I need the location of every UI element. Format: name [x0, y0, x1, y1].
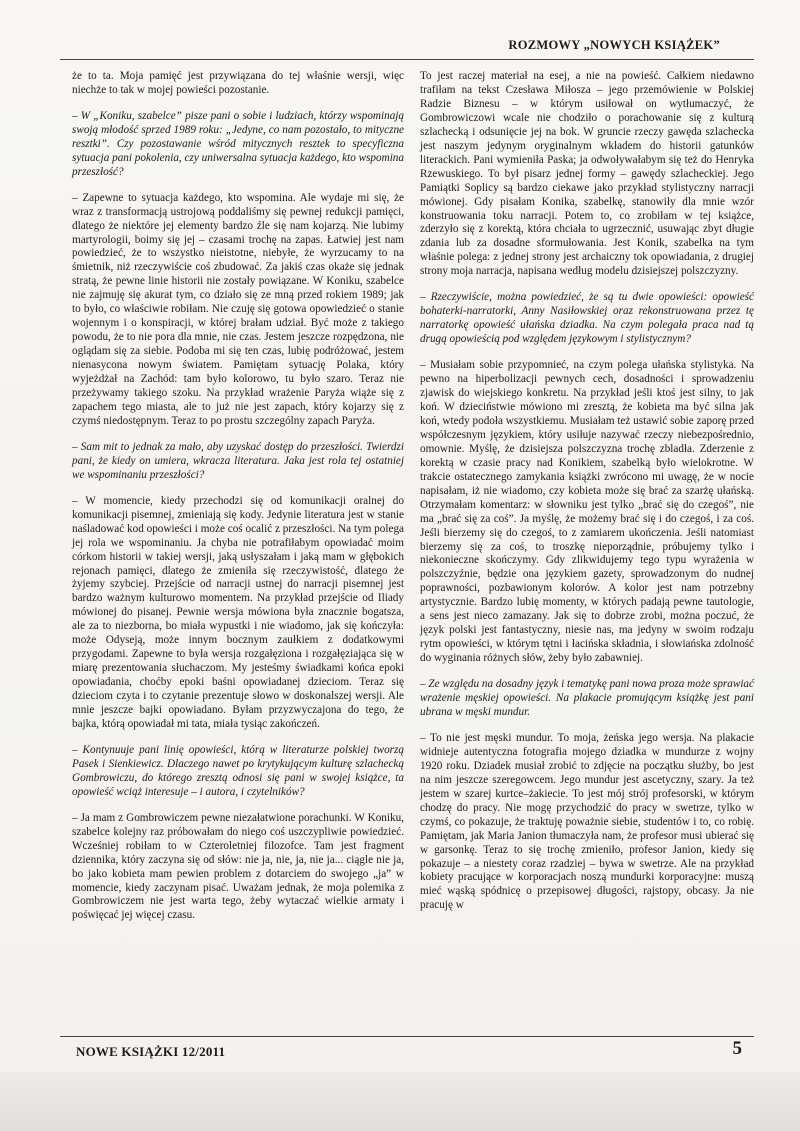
answer-paragraph: – Ja mam z Gombrowiczem pewne niezałatwione porachunki. W Koniku, szabelce kolejny raz próbowałam do niego coś uszczypliwie powiedzieć. Wcześniej robiłam to w Czteroletniej filozofce. Tam jest fragment dziennika, który zaczyna się od słów: nie ja, nie, ja, nie ja... ciągle nie ja, bo jako kobieta mam pewien problem z dotarciem do swojego „ja” w momencie, kiedy zaczynam pisać. Uważam jednak, że moja polemika z Gombrowiczem nie jest warta tego, żeby wytaczać wielkie armaty i poświęcać jej więcej czasu.	[72, 811, 404, 922]
question-paragraph: – W „Koniku, szabelce” pisze pani o sobie i ludziach, którzy wspominają swoją młodość sprzed 1989 roku: „Jedyne, co nam pozostało, to mityczne resztki”. Czy pozostawanie wśród mitycznych resztek to specyficzna sytuacja pani pokolenia, czy uniwersalna sytuacja każdego, kto wspomina przeszłość?	[72, 109, 404, 178]
right-column	[420, 70, 754, 925]
footer-rule	[60, 1036, 754, 1037]
header-rule	[60, 59, 754, 60]
question-paragraph: – Ze względu na dosadny język i tematykę pani nowa proza może sprawiać wrażenie męskiej opowieści. Na plakacie promującym książkę jest pani ubrana w męski mundur.	[420, 678, 754, 718]
left-column	[72, 70, 404, 935]
issue-label: NOWE KSIĄŻKI 12/2011	[76, 1044, 226, 1059]
answer-paragraph: – Zapewne to sytuacja każdego, kto wspomina. Ale wydaje mi się, że wraz z transformacją ustrojową poddaliśmy się pewnej redukcji pamięci, dlatego że niektóre jej elementy bardzo źle się nam kojarzą. Nie lubimy martyrologii, boimy się jej – czasami trochę na zapas. Łatwiej jest nam powiedzieć, że to wszystko nieistotne, niebyłe, że wyrzucamy to na śmietnik, niż rzeczywiście coś zbudować. Za jakiś czas okaże się jednak stratą, że pewne linie historii nie zostały powiązane. W Koniku, szabelce nie zajmuję się akurat tym, co działo się ze mną przed rokiem 1989; jak to było, co właściwie robiłam. Nie czuję się gotowa opowiedzieć o stanie wojennym i o konspiracji, w której brałam udział. Być może z takiego powodu, że to nie pora dla mnie, nie czas. Jestem jeszcze rozpędzona, nie oglądam się za siebie. Podoba mi się ten czas, lubię podróżować, jestem nienasycona nowym światem. Pamiętam sytuację Polaka, który wyjeżdżał na Zachód: tam było kolorowo, tu było szaro. Teraz nie przeżywamy takiego szoku. Na przykład wrażenie Paryża wiąże się z zapachem tego miasta, ale to już nie jest zapach, który kojarzy się z czymś niedostępnym. Teraz to po prostu szczególny zapach Paryża.	[72, 191, 404, 427]
answer-paragraph: To jest raczej materiał na esej, a nie na powieść. Całkiem niedawno trafiłam na tekst Czesława Miłosza – jego przemówienie w Polskiej Radzie Biznesu – w którym usiłował on wytłumaczyć, że Gombrowiczowi wcale nie chodziło o porachowanie się z kulturą szlachecką i odsunięcie jej na bok. W gruncie rzeczy gawęda szlachecka jest naszym jedynym oryginalnym wkładem do historii gatunków literackich. Pani wymieniła Paska; ja odwoływałabym się też do Henryka Rzewuskiego. To był pisarz jednej formy – gawędy szlacheckiej. Jego Pamiątki Soplicy są bardzo ciekawe jako przykład stylistyczny narracji mówionej. Gdy pisałam Konika, szabelkę, stanowiły dla mnie wzór konstruowania toku narracji. Potem to, co zrobiłam w tej książce, zderzyło się z korektą, która chciała to ugrzecznić, usuwając zbyt długie zdania lub za dosadne sformułowania. Jest Konik, szabelka na tym właśnie polega: z jednej strony jest archaiczny tok opowiadania, z drugiej strony moja narracja, napisana według modelu dzisiejszej polszczyzny.	[420, 70, 754, 278]
answer-paragraph: – W momencie, kiedy przechodzi się od komunikacji oralnej do komunikacji pisemnej, zmieniają się kody. Jedynie literatura jest w stanie naśladować kod opowieści i może coś ocalić z przeszłości. Na tym polega jej rola we wspominaniu. Ja chyba nie potrafiłabym opowiadać moim córkom historii w takiej wersji, jaką usłyszałam i jaką mam w głębokich rejonach pamięci, dlatego że zmieniła się rzeczywistość, dlatego że żyjemy szybciej. Przejście od narracji ustnej do narracji pisemnej jest bardzo ważnym kulturowo momentem. Na przykład przejście od Iliady mówionej do pisanej. Pewnie wersja mówiona była znacznie bogatsza, ale za to niezborna, bo miała wypustki i nie wiadomo, jak się kończyła: może Odyseją, może innym bocznym zaułkiem z dodatkowymi przygodami. Zapewne to była wersja rozgałęziona i rozgałęziająca się w miarę prezentowania słuchaczom. My jesteśmy świadkami końca epoki opowiadania, choćby epoki baśni opowiadanej dzieciom. Teraz się dzieciom czyta i to czytanie prezentuje słowo w doskonalszej wersji. Ale mnie jeszcze bajki opowiadano. Byłam przyzwyczajona do tego, że bajka, którą opowiadał mi tata, miała tysiąc zakończeń.	[72, 494, 404, 730]
scan-margin	[0, 1072, 800, 1131]
answer-paragraph: że to ta. Moja pamięć jest przywiązana do tej właśnie wersji, więc niechże to tak w mojej powieści pozostanie.	[72, 70, 404, 96]
question-paragraph: – Kontynuuje pani linię opowieści, którą w literaturze polskiej tworzą Pasek i Sienkiewicz. Dlaczego nawet po krytykującym kulturę szlachecką Gombrowiczu, do którego zresztą odnosi się pani w swojej książce, ta opowieść wciąż interesuje – i autora, i czytelników?	[72, 743, 404, 798]
question-paragraph: – Sam mit to jednak za mało, aby uzyskać dostęp do przeszłości. Twierdzi pani, że kiedy on umiera, wkracza literatura. Jaka jest rola tej ostatniej we wspominaniu przeszłości?	[72, 440, 404, 481]
page-number: 5	[732, 1038, 742, 1059]
answer-paragraph: – Musiałam sobie przypomnieć, na czym polega ułańska stylistyka. Na pewno na hiperbolizacji pewnych cech, dosadności i sprowadzeniu zjawisk do wiejskiego konkretu. Na przykład jeśli ktoś jest silny, to jak koń. W dzieciństwie mówiono mi zresztą, że kobieta ma być silna jak koń, wtedy podoła wszystkiemu. Musiałam też ustawić sobie zaporę przed współczesnym językiem, który usiłuje nazywać rzeczy niebezpośrednio, omownie. Myślę, że dzisiejsza polszczyzna trochę zbladła. Zderzenie z korektą w czasie pracy nad Konikiem, szabelką było wielokrotne. W trakcie ostatecznego zamykania książki zwrócono mi uwagę, że w nocie napisałam, iż nie wiadomo, czy kobieta może się brać za szarżę ułańską. Otrzymałam komentarz: w słowniku jest tylko „brać się do czegoś”, nie ma „brać się za coś”. Ja myślę, że możemy brać się i do czegoś, i za coś. Jeśli bierzemy się do czegoś, to z zamiarem ukończenia. Jeśli natomiast bierzemy się za coś, to troszkę nieporządnie, próbujemy tylko i niekonieczne skończymy. Gdy zlikwidujemy tego typu wyrażenia w polszczyźnie, będzie ona językiem gazety, sprowadzonym do nudnej poprawności, pozbawionym kolorów. A kolor jest nam potrzebny artystycznie. Bardzo lubię momenty, w których padają pewne tautologie, a sens jest nieco zamazany. Jak się to dobrze zrobi, można poczuć, że język polski jest fantastyczny, niesie nas, ma jedyny w swoim rodzaju rytm opowieści, w którym tętni i łacińska składnia, i słowiańska zdolność do wyginania różnych słów, żeby było zabawniej.	[420, 359, 754, 665]
running-header: ROZMOWY „NOWYCH KSIĄŻEK”	[508, 38, 720, 52]
question-paragraph: – Rzeczywiście, można powiedzieć, że są tu dwie opowieści: opowieść bohaterki-narratorki, Anny Nasiłowskiej oraz rekonstruowana przez tę narratorkę opowieść ułańska dziadka. Na czym polegała praca nad tą drugą opowieścią pod względem językowym i stylistycznym?	[420, 291, 754, 346]
answer-paragraph: – To nie jest męski mundur. To moja, żeńska jego wersja. Na plakacie widnieje autentyczna fotografia mojego dziadka w mundurze z wojny 1920 roku. Dziadek musiał zrobić to zdjęcie na początku służby, bo jest na nim jeszcze szeregowcem. Jego mundur jest ascetyczny, szary. Ja też jestem w szarej kurtce–żakiecie. To jest mój strój profesorski, w którym chodzę do pracy. Nie mogę przychodzić do pracy w swetrze, tylko w czymś, co pokazuje, że traktuję poważnie siebie, studentów i to, co robię. Pamiętam, jak Maria Janion tłumaczyła nam, że profesor musi ubierać się w garsonkę. Teraz to się trochę zmieniło, profesor Janion, kiedy się pokazuje – a niestety coraz rzadziej – bywa w swetrze. Ale na przykład kobiety pracujące w korporacjach noszą mundurki korporacyjne: muszą mieć wąską spódnicę o przepisowej długości, rajstopy, obcasy. Ja nie pracuję w	[420, 731, 754, 912]
